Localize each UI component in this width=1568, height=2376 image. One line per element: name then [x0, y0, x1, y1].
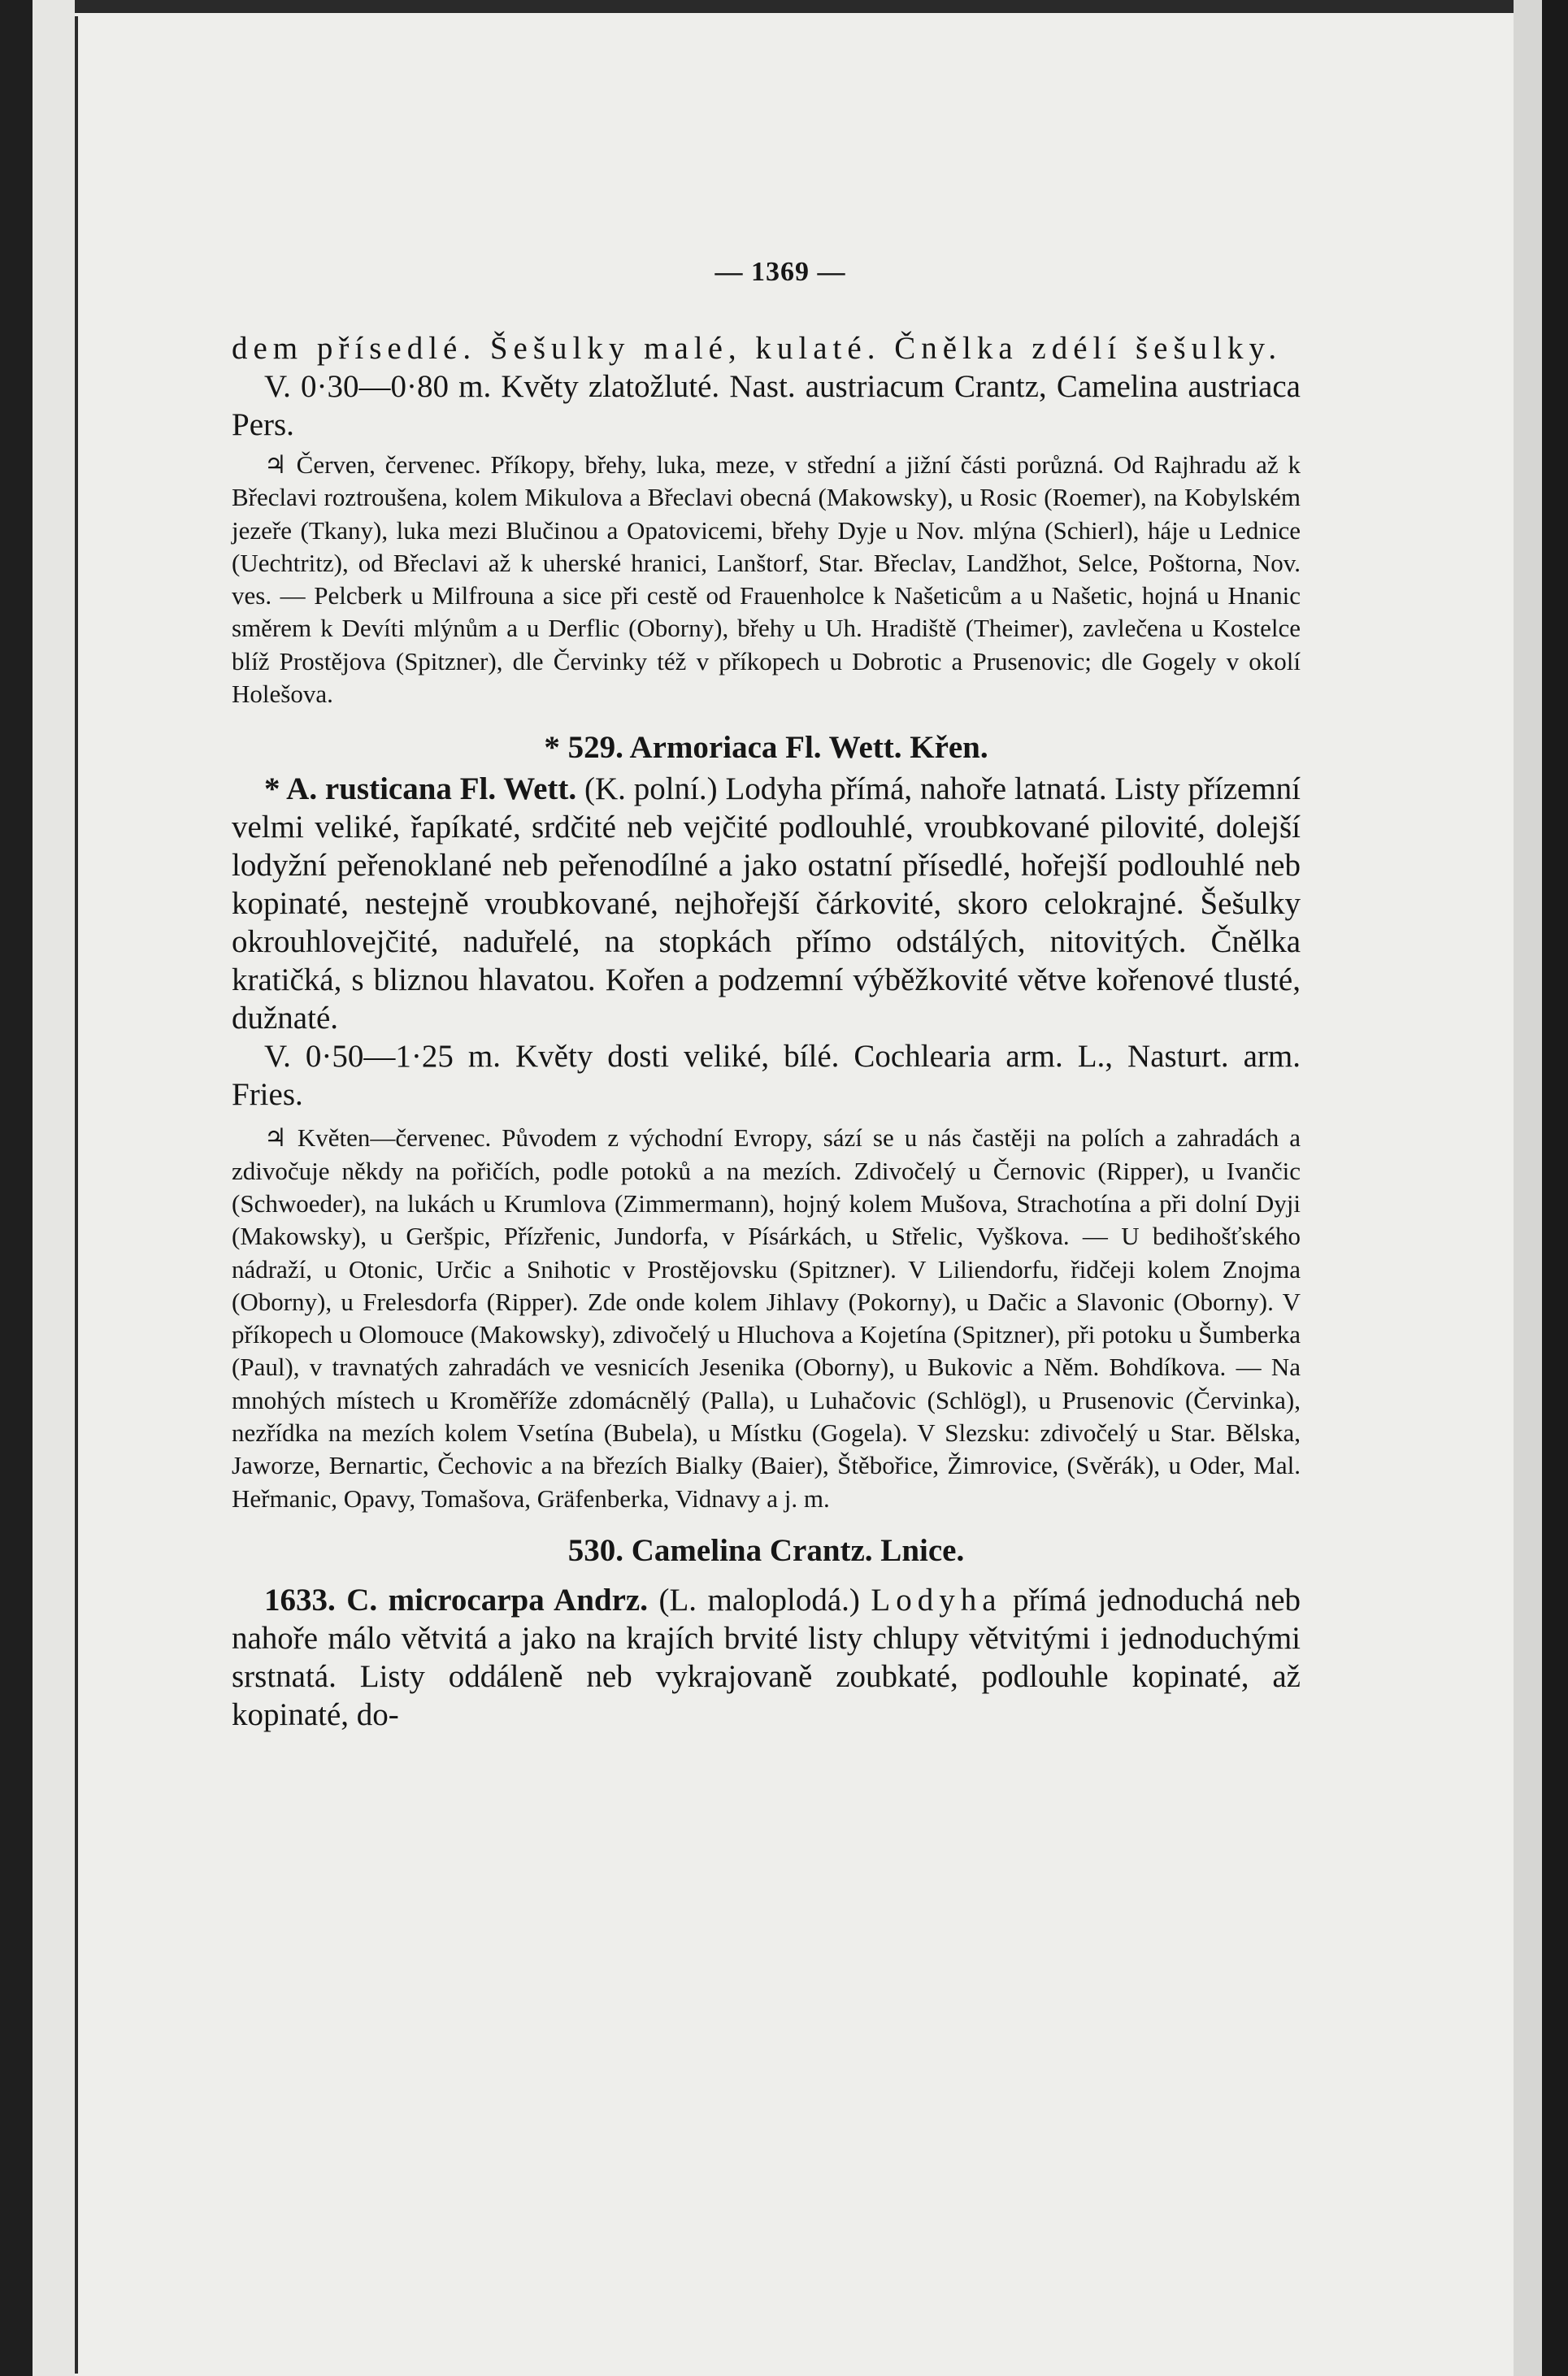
scan-left-border — [0, 0, 33, 2376]
measures-paragraph-rusticana: V. 0·50—1·25 m. Květy dosti veliké, bílé. Cochlearia arm. L., Nasturt. arm. Fries. — [232, 1039, 1301, 1113]
spaced-term: Lodyha — [871, 1582, 1002, 1618]
scan-top-border — [0, 0, 1568, 13]
measures-paragraph: V. 0·30—0·80 m. Květy zlatožluté. Nast. austriacum Crantz, Camelina austriaca Pers. — [232, 369, 1301, 442]
species-description-text: Lodyha přímá, nahoře latnatá. Listy přízemní velmi veliké, řapíkaté, srdčité neb vejčité podlouhlé, vroubkované pilovité, dolejší lodyžní peřenoklané neb peřenodílné a jako ostatní přísedlé, hořejší podlouhlé neb kopinaté, nestejně vroubkované, nejhořejší čárkovité, skoro celokrajné. Šešulky okrouhlovejčité, naduřelé, na stopkách přímo odstálých, nitovitých. Čnělka kratičká, s bliznou hlavatou. Kořen a podzemní výběžkovité větve kořenové tlusté, dužnaté. — [232, 771, 1301, 1036]
scan-right-border — [1542, 0, 1568, 2376]
genus-heading-530: 530. Camelina Crantz. Lnice. — [567, 1532, 965, 1568]
species-common-name-microcarpa: (L. maloplodá.) — [658, 1582, 860, 1618]
page-number: — 1369 — — [715, 257, 846, 287]
genus-heading-529: * 529. Armoriaca Fl. Wett. Křen. — [544, 730, 988, 766]
species-name: * A. rusticana Fl. Wett. — [264, 771, 577, 807]
species-description-text-microcarpa: přímá jednoduchá neb nahoře málo větvitá a jako na krajích brvité listy chlupy větvitými i jednoduchými srstnatá. Listy oddáleně neb vykrajovaně zoubkaté, podlouhle kopinaté, až kopinaté, do- — [232, 1582, 1301, 1732]
scan-left-margin — [33, 0, 75, 2376]
species-description-microcarpa — [232, 1581, 1301, 1734]
scan-binding-line — [75, 16, 78, 2374]
page-text — [232, 329, 1301, 1734]
species-name-microcarpa: 1633. C. microcarpa Andrz. — [264, 1582, 648, 1618]
species-common-name: (K. polní.) — [584, 771, 718, 807]
occurrence-paragraph: ♃ Červen, červenec. Příkopy, břehy, luka, meze, v střední a jižní části porůzná. Od Rajhradu až k Břeclavi roztroušena, kolem Mikulova a Břeclavi obecná (Makowsky), u Rosic (Roemer), na Kobylském jezeře (Tkany), luka mezi Blučinou a Opatovicemi, břehy Dyje u Nov. mlýna (Schierl), háje u Lednice (Uechtritz), od Břeclavi až k uherské hranici, Lanštorf, Star. Břeclav, Landžhot, Selce, Poštorna, Nov. ves. — Pelcberk u Milfrouna a sice při cestě od Frauenholce k Našeticům a u Našetic, hojná u Hnanic směrem k Devíti mlýnům a u Derflic (Oborny), břehy u Uh. Hradiště (Theimer), zavlečena u Kostelce blíž Prostějova (Spitzner), dle Červinky též v příkopech u Dobrotic a Prusenovic; dle Gogely v okolí Holešova. — [232, 450, 1301, 709]
continued-description: dem přísedlé. Šešulky malé, kulaté. Čnělka zdélí šešulky. — [232, 331, 1283, 366]
occurrence-paragraph-rusticana: ♃ Květen—červenec. Původem z východní Evropy, sází se u nás častěji na polích a zahradách a zdivočuje někdy na pořičích, podle potoků a na mezích. Zdivočelý u Černovic (Ripper), u Ivančic (Schwoeder), na lukách u Krumlova (Zimmermann), hojný kolem Mušova, Strachotína a při dolní Dyji (Makowsky), u Geršpic, Přízřenic, Jundorfa, v Písárkách, u Střelic, Vyškova. — U bedihošťského nádraží, u Otonic, Určic a Snihotic v Prostějovsku (Spitzner). V Liliendorfu, řidčeji kolem Znojma (Oborny), u Frelesdorfa (Ripper). Zde onde kolem Jihlavy (Pokorny), u Dačic a Slavonic (Oborny). V příkopech u Olomouce (Makowsky), zdivočelý u Hluchova a Kojetína (Spitzner), při potoku u Šumberka (Paul), v travnatých zahradách ve vesnicích Jesenika (Oborny), u Bukovic a Něm. Bohdíkova. — Na mnohých místech u Kroměříže zdomácnělý (Palla), u Luhačovic (Schlögl), u Prusenovic (Červinka), nezřídka na mezích kolem Vsetína (Bubela), u Místku (Gogela). V Slezsku: zdivočelý u Star. Bělska, Jaworze, Bernartic, Čechovic a na březích Bialky (Baier), Štěbořice, Žimrovice, (Svěrák), u Oder, Mal. Heřmanic, Opavy, Tomašova, Gräfenberka, Vidnavy a j. m. — [232, 1123, 1301, 1513]
scan-right-margin — [1514, 0, 1542, 2376]
species-description-rusticana — [232, 770, 1301, 1037]
